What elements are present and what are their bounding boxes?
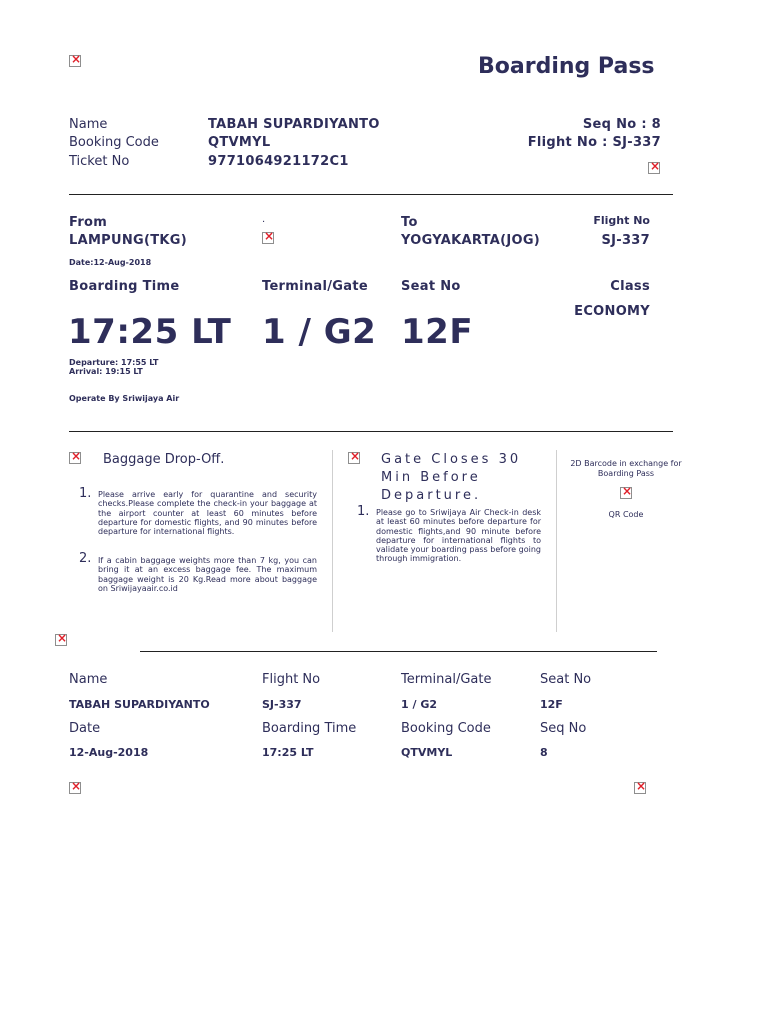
arrival-time: Arrival: 19:15 LT bbox=[69, 367, 143, 376]
divider bbox=[69, 194, 673, 195]
stub-flight-label: Flight No bbox=[262, 672, 321, 687]
seat-no-label: Seat No bbox=[401, 279, 461, 294]
gate-icon bbox=[348, 452, 360, 464]
stub-date-label: Date bbox=[69, 721, 101, 736]
boarding-time: 17:25 LT bbox=[68, 312, 232, 352]
divider bbox=[69, 431, 673, 432]
class-label: Class bbox=[610, 279, 650, 294]
to-airport: YOGYAKARTA(JOG) bbox=[401, 233, 541, 248]
stub-booking: QTVMYL bbox=[401, 746, 453, 759]
baggage-title: Baggage Drop-Off. bbox=[103, 452, 225, 467]
column-divider bbox=[332, 450, 333, 632]
baggage-icon bbox=[69, 452, 81, 464]
note-number: 2. bbox=[79, 551, 92, 566]
note-number: 1. bbox=[357, 504, 370, 519]
seq-no: Seq No : 8 bbox=[582, 117, 661, 132]
baggage-note: If a cabin baggage weights more than 7 kg, you can bring it at an excess baggage fee. The maximum baggage weight is 20 Kg.Read more about baggage on Sriwijayaair.co.id bbox=[98, 556, 317, 593]
flight-no-label: Flight No bbox=[593, 214, 650, 227]
stub-gate: 1 / G2 bbox=[401, 698, 438, 711]
logo-image-icon bbox=[69, 55, 81, 67]
stub-time-label: Boarding Time bbox=[262, 721, 357, 736]
stub-time: 17:25 LT bbox=[262, 746, 314, 759]
from-label: From bbox=[69, 215, 108, 230]
page-title: Boarding Pass bbox=[478, 54, 655, 79]
booking-code-label: Booking Code bbox=[69, 135, 159, 150]
stub-seq: 8 bbox=[540, 746, 548, 759]
stub-gate-label: Terminal/Gate bbox=[401, 672, 492, 687]
flight-no: Flight No : SJ-337 bbox=[527, 135, 661, 150]
gate-note: Please go to Sriwijaya Air Check-in desk at least 60 minutes before departure for domestic flights,and 90 minute before departure for international flights to validate your boarding pass before going through immigration. bbox=[376, 508, 541, 564]
stub-date: 12-Aug-2018 bbox=[69, 746, 149, 759]
class-value: ECONOMY bbox=[574, 304, 650, 319]
passenger-name: TABAH SUPARDIYANTO bbox=[208, 117, 380, 132]
plane-image-icon bbox=[262, 232, 274, 244]
route-dot: . bbox=[262, 214, 266, 225]
note-number: 1. bbox=[79, 486, 92, 501]
gate-title: Gate Closes 30 Min Before Departure. bbox=[381, 452, 522, 503]
qr-code-label: QR Code bbox=[608, 510, 644, 519]
baggage-note: Please arrive early for quarantine and security checks.Please complete the check-in your baggage at the airport counter at least 60 minutes before departure for domestic flights, and 90 minutes before departure for international flights. bbox=[98, 490, 317, 537]
stub-airline-image-icon bbox=[634, 782, 646, 794]
route-flight-no: SJ-337 bbox=[601, 233, 650, 248]
stub-seat: 12F bbox=[540, 698, 563, 711]
from-airport: LAMPUNG(TKG) bbox=[69, 233, 188, 248]
airline-image-icon bbox=[648, 162, 660, 174]
name-label: Name bbox=[69, 117, 108, 132]
stub-name: TABAH SUPARDIYANTO bbox=[69, 698, 210, 711]
stub-seq-label: Seq No bbox=[540, 721, 587, 736]
stub-logo-image-icon bbox=[69, 782, 81, 794]
stub-booking-label: Booking Code bbox=[401, 721, 491, 736]
cut-line bbox=[140, 651, 657, 652]
boarding-time-label: Boarding Time bbox=[69, 279, 180, 294]
stub-name-label: Name bbox=[69, 672, 108, 687]
operator: Operate By Sriwijaya Air bbox=[69, 394, 180, 403]
ticket-no-label: Ticket No bbox=[69, 154, 130, 169]
to-label: To bbox=[401, 215, 418, 230]
stub-seat-label: Seat No bbox=[540, 672, 592, 687]
departure-time: Departure: 17:55 LT bbox=[69, 358, 159, 367]
terminal-gate: 1 / G2 bbox=[262, 312, 377, 352]
stub-flight: SJ-337 bbox=[262, 698, 302, 711]
terminal-gate-label: Terminal/Gate bbox=[262, 279, 368, 294]
booking-code: QTVMYL bbox=[208, 135, 271, 150]
ticket-no: 9771064921172C1 bbox=[208, 154, 349, 169]
flight-date: Date:12-Aug-2018 bbox=[69, 258, 152, 267]
qr-code-image-icon bbox=[620, 487, 632, 499]
seat-no: 12F bbox=[401, 312, 474, 352]
scissors-image-icon bbox=[55, 634, 67, 646]
barcode-text: 2D Barcode in exchange for Boarding Pass bbox=[570, 459, 682, 478]
column-divider bbox=[556, 450, 557, 632]
